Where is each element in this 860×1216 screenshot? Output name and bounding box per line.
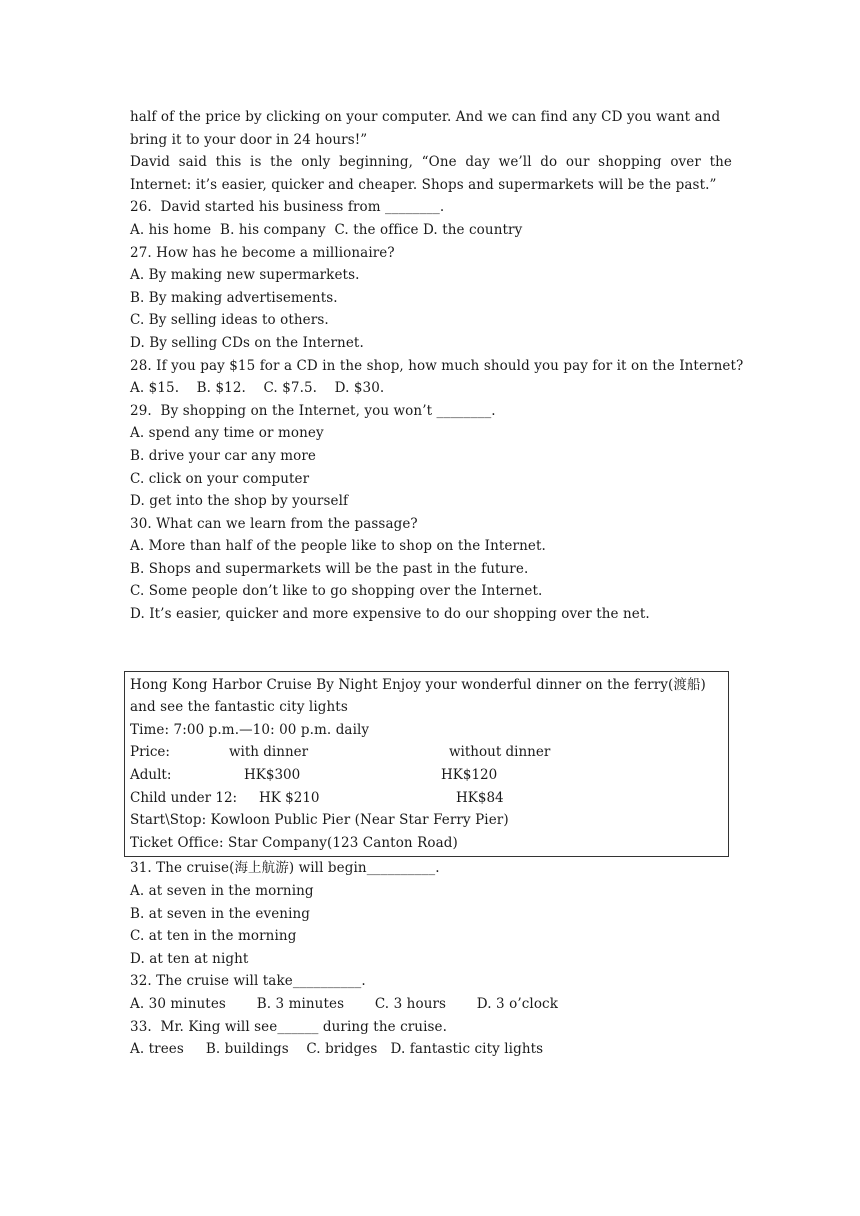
question-stem: 27. How has he become a millionaire? [130, 244, 395, 261]
question-31 [130, 857, 732, 970]
child-label: Child under 12: [130, 789, 238, 806]
option-d: D. By selling CDs on the Internet. [130, 334, 364, 351]
question-26 [130, 196, 732, 241]
ad-price-header [130, 741, 728, 764]
passage-line: half of the price by clicking on your computer. And we can find any CD you want and [130, 109, 721, 125]
ad-ticket-office: Ticket Office: Star Company(123 Canton Road) [130, 834, 458, 851]
ad-headline: Hong Kong Harbor Cruise By Night Enjoy your wonderful dinner on the ferry(渡船) [130, 676, 706, 693]
option-a: A. More than half of the people like to shop on the Internet. [130, 538, 546, 555]
option-c: C. Some people don’t like to go shopping over the Internet. [130, 583, 543, 600]
option-a: A. By making new supermarkets. [130, 267, 360, 284]
option-a: A. spend any time or money [130, 425, 324, 442]
question-options: A. trees B. buildings C. bridges D. fantastic city lights [130, 1041, 544, 1058]
ad-subline: and see the fantastic city lights [130, 699, 348, 716]
option-b: B. at seven in the evening [130, 905, 311, 922]
question-stem: 28. If you pay $15 for a CD in the shop, how much should you pay for it on the Internet? [130, 357, 744, 374]
question-options: A. his home B. his company C. the office D. the country [130, 221, 523, 238]
ad-child-row [130, 787, 728, 810]
question-stem: 26. David started his business from ________. [130, 199, 445, 216]
adult-label: Adult: [130, 767, 172, 784]
price-label: Price: [130, 744, 170, 761]
option-d: D. It’s easier, quicker and more expensive to do our shopping over the net. [130, 606, 650, 623]
question-stem: 32. The cruise will take__________. [130, 973, 366, 990]
question-32 [130, 970, 732, 1015]
option-b: B. By making advertisements. [130, 289, 338, 306]
option-c: C. By selling ideas to others. [130, 312, 329, 329]
question-27 [130, 242, 732, 355]
passage-line: bring it to your door in 24 hours!” [130, 131, 368, 148]
adult-without-price: HK$120 [441, 767, 498, 784]
ad-time: Time: 7:00 p.m.—10: 00 p.m. daily [130, 721, 370, 738]
option-c: C. at ten in the morning [130, 928, 297, 945]
document-page [130, 106, 744, 1061]
question-stem: 29. By shopping on the Internet, you won’t ________. [130, 402, 496, 419]
question-stem: 30. What can we learn from the passage? [130, 515, 418, 532]
question-stem: 33. Mr. King will see______ during the cruise. [130, 1018, 448, 1035]
option-b: B. Shops and supermarkets will be the past in the future. [130, 560, 529, 577]
question-28 [130, 355, 744, 400]
with-dinner-header: with dinner [229, 744, 309, 761]
question-stem: 31. The cruise(海上航游) will begin__________. [130, 860, 440, 877]
adult-with-price: HK$300 [244, 767, 301, 784]
question-33 [130, 1016, 732, 1061]
option-b: B. drive your car any more [130, 447, 317, 464]
question-29 [130, 400, 732, 513]
without-dinner-header: without dinner [449, 744, 551, 761]
question-options: A. 30 minutes B. 3 minutes C. 3 hours D. 3 o’clock [130, 995, 558, 1012]
option-d: D. get into the shop by yourself [130, 493, 349, 510]
question-options: A. $15. B. $12. C. $7.5. D. $30. [130, 380, 385, 397]
ad-adult-row [130, 764, 728, 787]
child-with-price: HK $210 [259, 789, 320, 806]
option-d: D. at ten at night [130, 950, 249, 967]
section-gap [130, 626, 732, 671]
option-c: C. click on your computer [130, 470, 310, 487]
question-30 [130, 513, 732, 626]
option-a: A. at seven in the morning [130, 883, 314, 899]
ad-start-stop: Start\Stop: Kowloon Public Pier (Near Star Ferry Pier) [130, 812, 509, 829]
passage-text [130, 106, 732, 196]
passage-paragraph: David said this is the only beginning, “One day we’ll do our shopping over the Internet: it’s easier, quicker and cheaper. Shops and supermarkets will be the past.” [130, 154, 732, 193]
child-without-price: HK$84 [456, 789, 504, 806]
cruise-advertisement-box [124, 671, 729, 858]
